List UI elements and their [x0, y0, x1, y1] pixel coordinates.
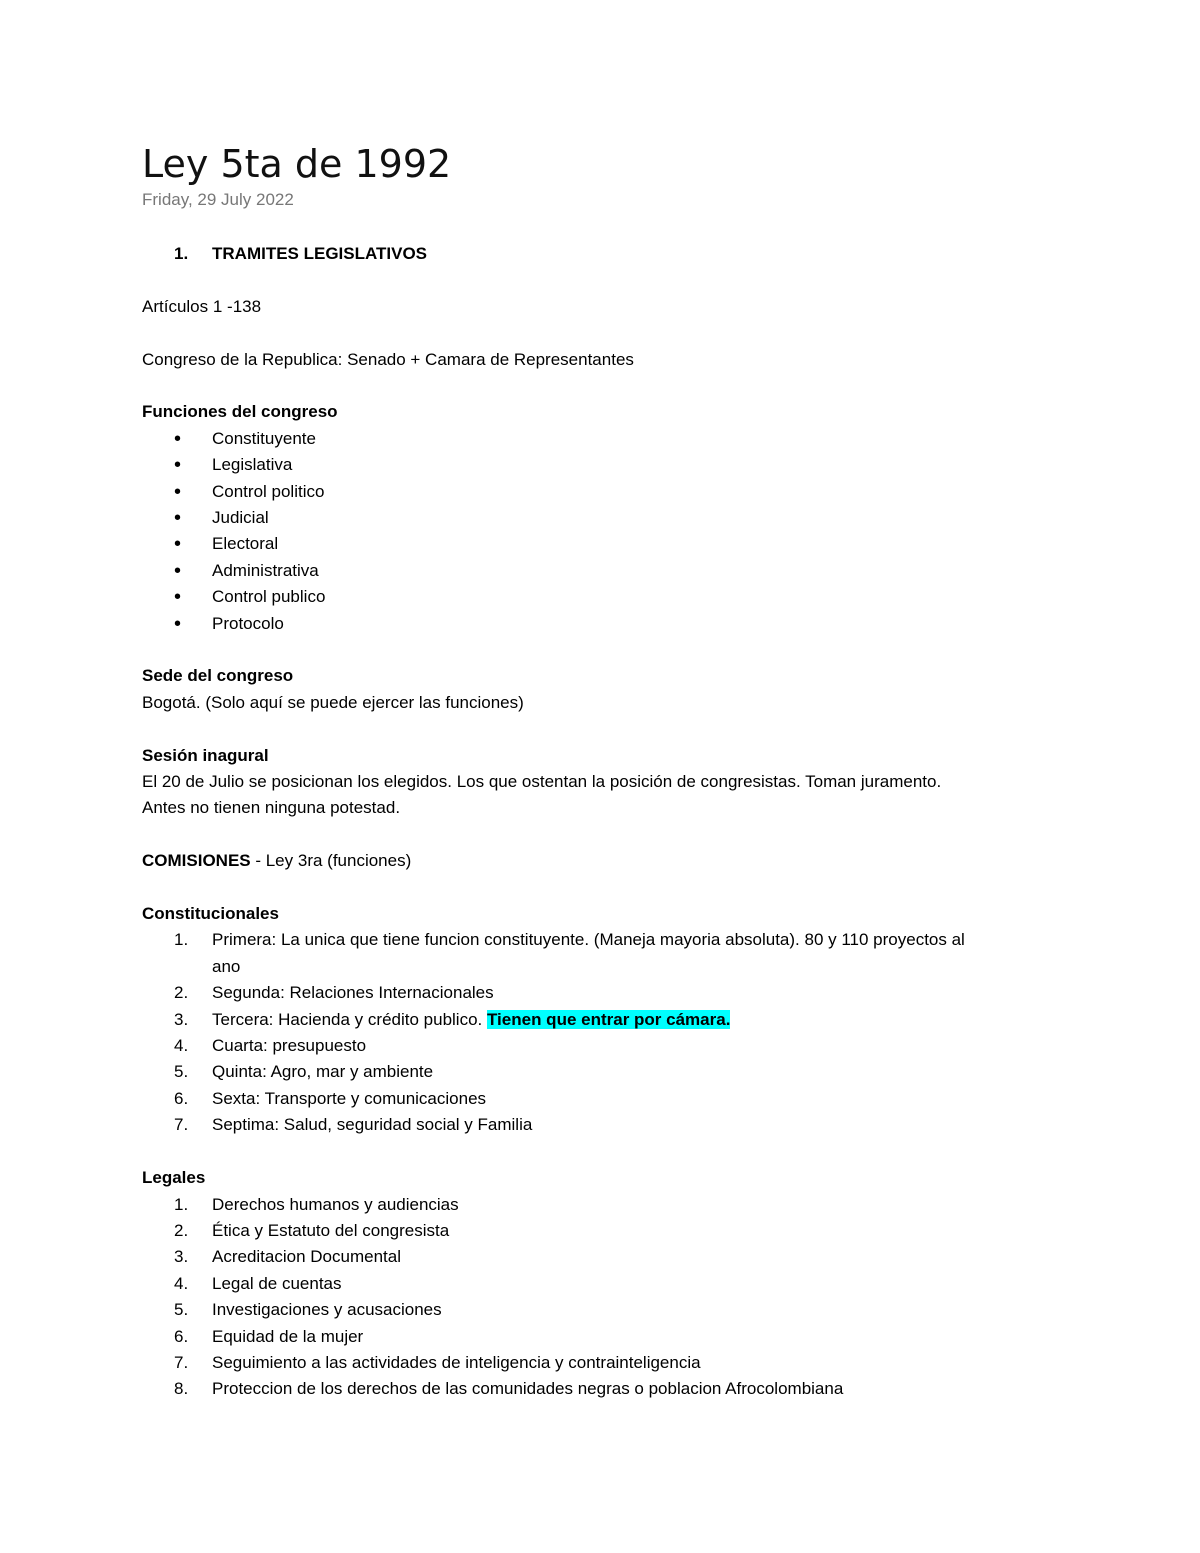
- list-number: 7.: [174, 1115, 189, 1135]
- list-item: [142, 505, 1102, 531]
- highlighted-text: Tienen que entrar por cámara.: [486, 1009, 731, 1029]
- list-item-text: Investigaciones y acusaciones: [212, 1300, 442, 1320]
- sesion-text-line1: El 20 de Julio se posicionan los elegidos. Los que ostentan la posición de congresistas. Toman juramento.: [142, 772, 942, 792]
- list-item: [142, 1376, 1102, 1402]
- list-item-text: Seguimiento a las actividades de inteligencia y contrainteligencia: [212, 1352, 701, 1372]
- list-item-text: Administrativa: [212, 560, 319, 580]
- bullet-icon: •: [174, 454, 182, 477]
- list-item: [142, 1086, 1102, 1112]
- list-item-text: Legal de cuentas: [212, 1273, 342, 1293]
- list-number: 4.: [174, 1273, 189, 1293]
- spacer: [142, 716, 1102, 742]
- list-item-text: Judicial: [212, 508, 269, 528]
- list-item: [142, 980, 1102, 1006]
- list-number: 1.: [174, 930, 189, 950]
- list-item-text: Derechos humanos y audiencias: [212, 1194, 459, 1214]
- list-item: [142, 1033, 1102, 1059]
- list-item-text: Proteccion de los derechos de las comunidades negras o poblacion Afrocolombiana: [212, 1379, 844, 1399]
- list-item-text: Electoral: [212, 534, 279, 554]
- spacer: [142, 320, 1102, 346]
- list-item: [142, 1350, 1102, 1376]
- list-number: 5.: [174, 1062, 189, 1082]
- list-item: [142, 1297, 1102, 1323]
- list-item: [142, 1218, 1102, 1244]
- list-item: [142, 1271, 1102, 1297]
- list-item: [142, 1324, 1102, 1350]
- list-item: [142, 1007, 1102, 1033]
- spacer: [142, 211, 1102, 241]
- comisiones-heading-bold: COMISIONES: [142, 851, 251, 871]
- list-item: [142, 584, 1102, 610]
- bullet-icon: •: [174, 559, 182, 582]
- list-item: [142, 1112, 1102, 1138]
- list-item-text: Equidad de la mujer: [212, 1326, 364, 1346]
- list-number: 3.: [174, 1009, 189, 1029]
- section-number: 1.: [174, 244, 189, 263]
- list-number: 7.: [174, 1352, 189, 1372]
- list-item-text: Ética y Estatuto del congresista: [212, 1220, 450, 1240]
- list-item-text: Primera: La unica que tiene funcion constituyente. (Maneja mayoria absoluta). 80 y 110 proyectos al ano: [212, 930, 965, 976]
- list-item-text: Tercera: Hacienda y crédito publico.: [212, 1009, 487, 1029]
- page-date: Friday, 29 July 2022: [142, 190, 294, 209]
- list-item-text: Segunda: Relaciones Internacionales: [212, 983, 494, 1003]
- comisiones-heading: [142, 848, 1102, 874]
- spacer: [142, 637, 1102, 663]
- list-item: [142, 479, 1102, 505]
- list-item: [142, 452, 1102, 478]
- funciones-heading: Funciones del congreso: [142, 402, 338, 422]
- list-item: [142, 531, 1102, 557]
- document-page: [142, 140, 1102, 1403]
- sede-text: Bogotá. (Solo aquí se puede ejercer las funciones): [142, 692, 524, 712]
- list-item-text: Sexta: Transporte y comunicaciones: [212, 1088, 487, 1108]
- list-item: [142, 558, 1102, 584]
- sede-heading: Sede del congreso: [142, 666, 294, 686]
- spacer: [142, 1139, 1102, 1165]
- list-item: [142, 927, 982, 980]
- sesion-text-line2: Antes no tienen ninguna potestad.: [142, 798, 401, 818]
- legales-list: [142, 1192, 1102, 1403]
- list-item: [142, 1059, 1102, 1085]
- list-number: 2.: [174, 983, 189, 1003]
- section-heading-text: TRAMITES LEGISLATIVOS: [212, 244, 428, 263]
- bullet-icon: •: [174, 612, 182, 635]
- bullet-icon: •: [174, 533, 182, 556]
- list-item-text: Quinta: Agro, mar y ambiente: [212, 1062, 434, 1082]
- list-item-text: Constituyente: [212, 428, 316, 448]
- spacer: [142, 875, 1102, 901]
- congreso-text: Congreso de la Republica: Senado + Camara de Representantes: [142, 349, 634, 369]
- list-number: 3.: [174, 1247, 189, 1267]
- sesion-heading: Sesión inagural: [142, 745, 269, 765]
- comisiones-heading-rest: - Ley 3ra (funciones): [250, 851, 412, 871]
- section-heading: [142, 241, 1102, 267]
- list-item-text: Cuarta: presupuesto: [212, 1036, 367, 1056]
- list-number: 4.: [174, 1036, 189, 1056]
- list-number: 8.: [174, 1379, 189, 1399]
- list-item: [142, 1244, 1102, 1270]
- list-item-text: Septima: Salud, seguridad social y Familia: [212, 1115, 533, 1135]
- bullet-icon: •: [174, 427, 182, 450]
- list-number: 6.: [174, 1088, 189, 1108]
- constitucionales-heading: Constitucionales: [142, 904, 279, 924]
- list-item-text: Acreditacion Documental: [212, 1247, 401, 1267]
- list-item-text: Control politico: [212, 481, 325, 501]
- list-number: 1.: [174, 1194, 189, 1214]
- list-item-text: Control publico: [212, 587, 326, 607]
- list-item: [142, 611, 1102, 637]
- legales-heading: Legales: [142, 1168, 206, 1188]
- list-item: [142, 426, 1102, 452]
- constitucionales-list: [142, 927, 1102, 1138]
- list-item-text: Protocolo: [212, 613, 284, 633]
- list-item: [142, 1192, 1102, 1218]
- spacer: [142, 822, 1102, 848]
- funciones-list: [142, 426, 1102, 637]
- bullet-icon: •: [174, 586, 182, 609]
- page-title: Ley 5ta de 1992: [142, 142, 452, 186]
- spacer: [142, 373, 1102, 399]
- bullet-icon: •: [174, 507, 182, 530]
- list-number: 5.: [174, 1300, 189, 1320]
- list-number: 6.: [174, 1326, 189, 1346]
- list-number: 2.: [174, 1220, 189, 1240]
- spacer: [142, 267, 1102, 293]
- articulos-text: Artículos 1 -138: [142, 296, 262, 316]
- bullet-icon: •: [174, 480, 182, 503]
- list-item-text: Legislativa: [212, 455, 293, 475]
